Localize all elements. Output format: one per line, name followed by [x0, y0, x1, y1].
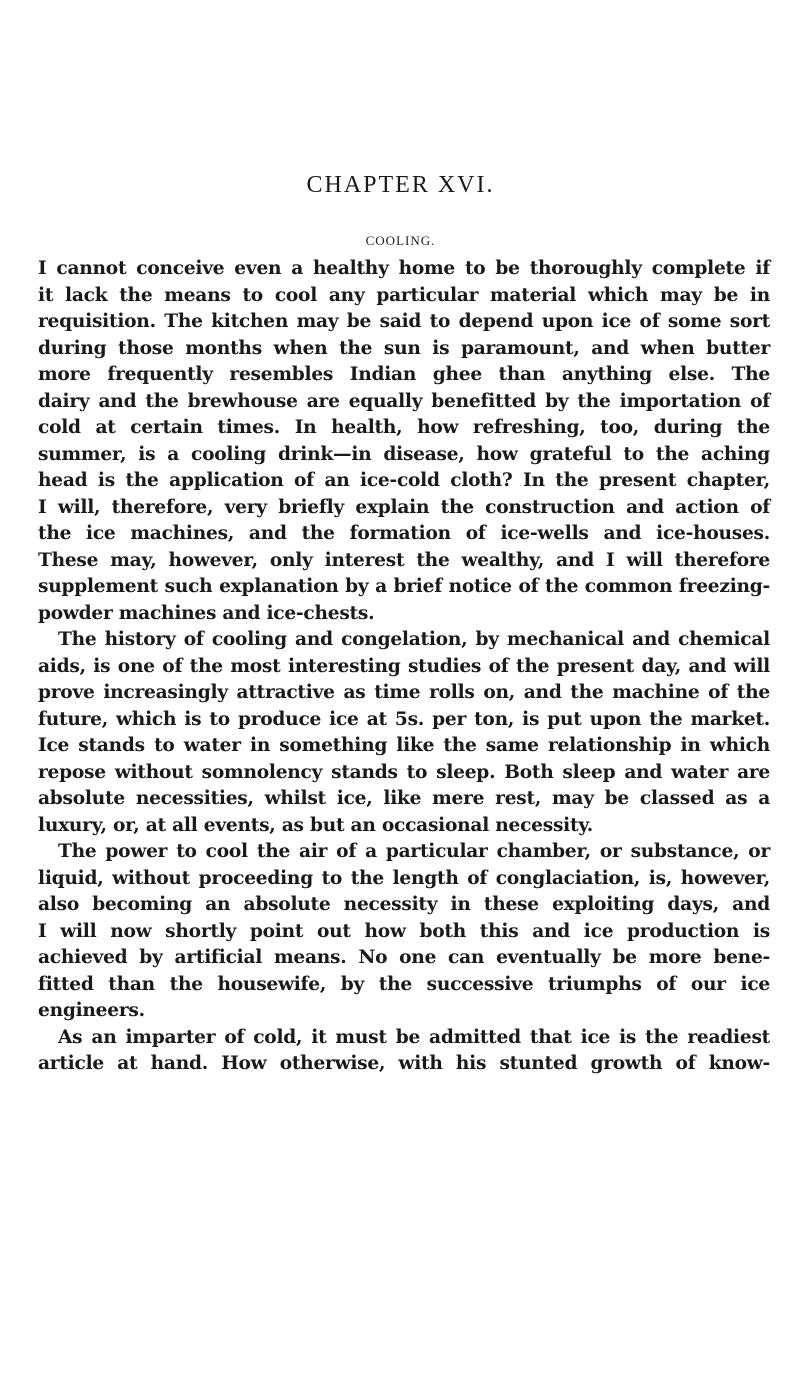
text-line: summer, is a cooling drink—in disease, how grateful to the aching	[38, 443, 770, 465]
text-line: Ice stands to water in something like the same relationship in which	[38, 735, 770, 756]
body-text	[38, 256, 770, 1078]
text-line: These may, however, only interest the wealthy, and I will therefore	[38, 549, 770, 571]
chapter-title: CHAPTER XVI.	[306, 172, 495, 198]
text-line: future, which is to produce ice at 5s. per ton, is put upon the market.	[38, 708, 770, 730]
text-line: fitted than the housewife, by the successive triumphs of our ice	[38, 973, 770, 995]
text-line: liquid, without proceeding to the length of conglaciation, is, however,	[38, 867, 770, 889]
text-line: more frequently resembles Indian ghee than anything else. The	[38, 364, 770, 385]
text-line: engineers.	[38, 1000, 145, 1021]
text-line: head is the application of an ice-cold cloth? In the present chapter,	[38, 470, 770, 491]
text-line: powder machines and ice-chests.	[38, 602, 375, 624]
text-line: achieved by artificial means. No one can eventually be more bene-	[38, 947, 770, 968]
text-line: requisition. The kitchen may be said to depend upon ice of some sort	[38, 311, 770, 332]
text-line: article at hand. How otherwise, with his stunted growth of know-	[38, 1053, 770, 1074]
text-line: prove increasingly attractive as time rolls on, and the machine of the	[38, 682, 770, 703]
text-line: cold at certain times. In health, how refreshing, too, during the	[38, 417, 770, 438]
text-line: luxury, or, at all events, as but an occasional necessity.	[38, 814, 593, 836]
text-line: I will, therefore, very briefly explain the construction and action of	[38, 496, 770, 518]
text-line: I will now shortly point out how both this and ice production is	[38, 920, 770, 942]
text-line: it lack the means to cool any particular material which may be in	[38, 284, 770, 306]
text-line: repose without somnolency stands to sleep. Both sleep and water are	[38, 761, 770, 783]
text-line: The power to cool the air of a particular chamber, or substance, or	[58, 841, 770, 862]
text-line: As an imparter of cold, it must be admitted that ice is the readiest	[58, 1026, 770, 1048]
text-line: absolute necessities, whilst ice, like mere rest, may be classed as a	[38, 788, 770, 809]
text-line: The history of cooling and congelation, by mechanical and chemical	[58, 629, 770, 650]
text-line: during those months when the sun is paramount, and when butter	[38, 337, 770, 359]
text-line: the ice machines, and the formation of ice-wells and ice-houses.	[38, 523, 770, 544]
text-line: dairy and the brewhouse are equally benefitted by the importation of	[38, 390, 770, 412]
section-title: COOLING.	[365, 233, 436, 248]
text-line: also becoming an absolute necessity in these exploiting days, and	[38, 894, 770, 915]
text-line: supplement such explanation by a brief notice of the common freezing-	[38, 576, 770, 597]
text-line: I cannot conceive even a healthy home to be thoroughly complete if	[38, 258, 770, 279]
text-line: aids, is one of the most interesting studies of the present day, and will	[38, 655, 770, 677]
